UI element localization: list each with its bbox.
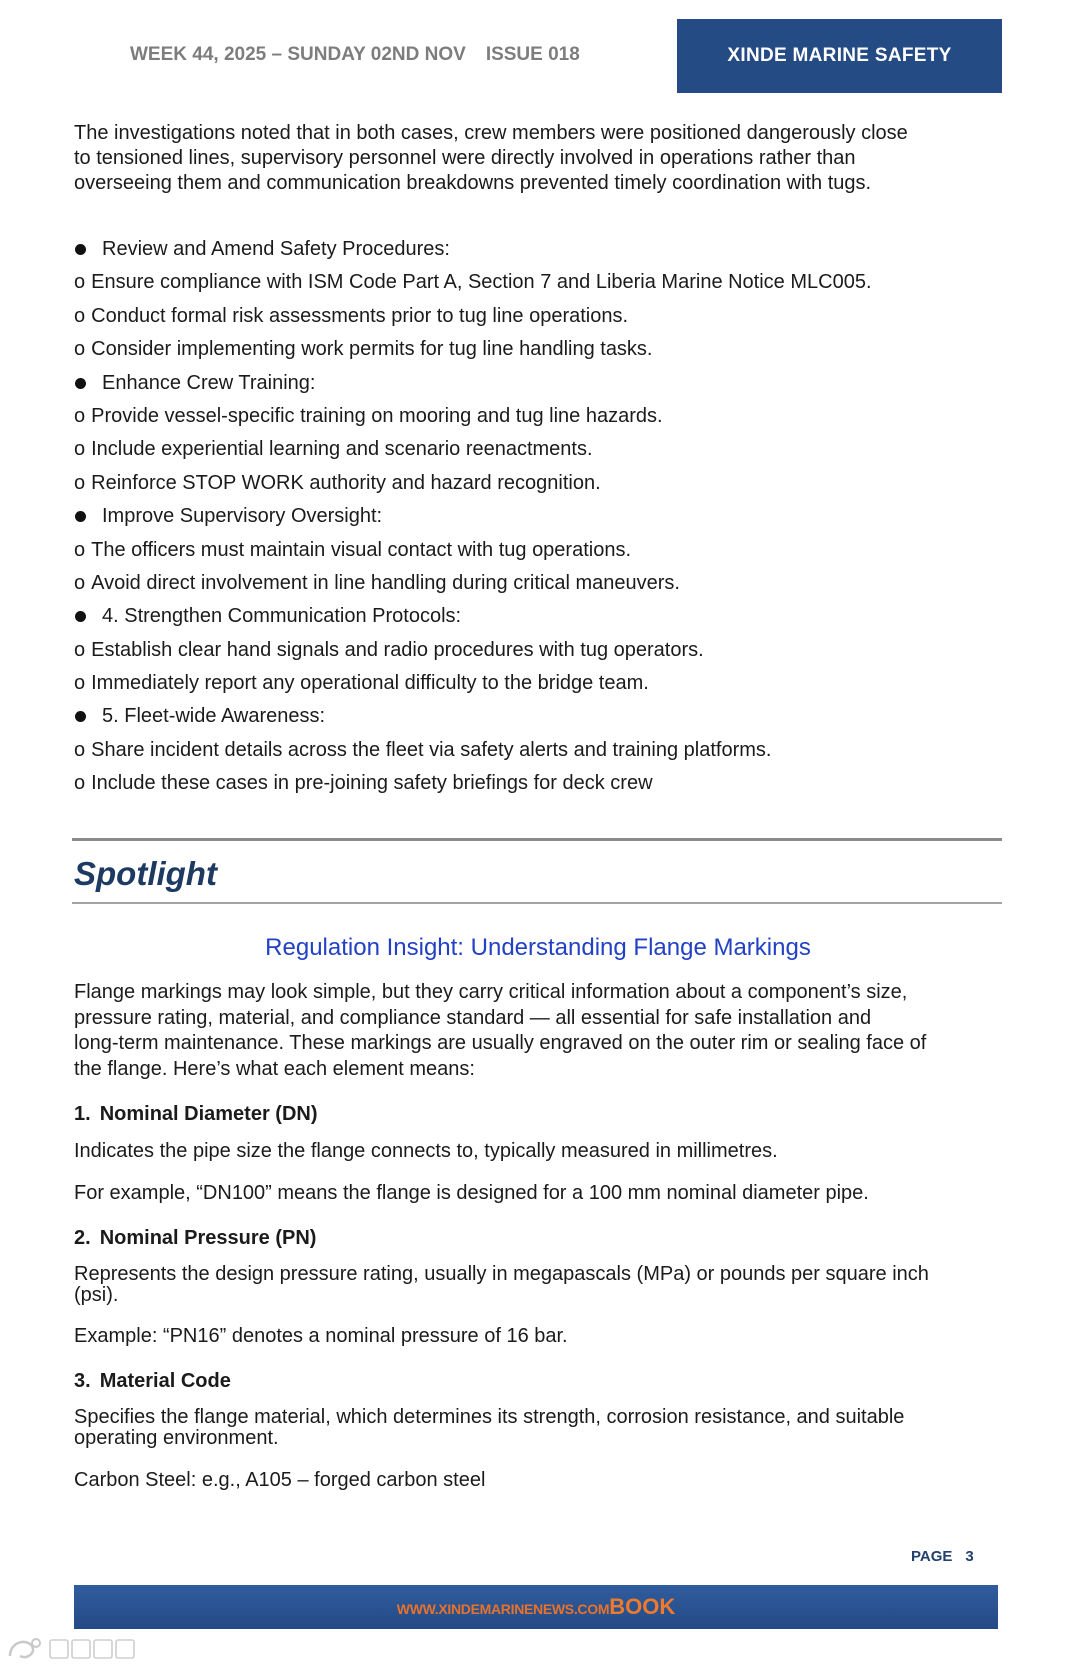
section-number: 3. [74, 1370, 91, 1392]
subitem-marker: o [74, 404, 86, 427]
subitem-marker: o [74, 438, 86, 461]
subitem-marker: o [74, 772, 86, 795]
list-item-text: Improve Supervisory Oversight: [102, 505, 383, 528]
list-item [74, 233, 1004, 266]
bullet-icon [75, 244, 86, 255]
list-item-text: 5. Fleet-wide Awareness: [102, 705, 326, 728]
list-item [74, 600, 1004, 633]
watermark-dot-icon [32, 1639, 40, 1647]
list-subitem [74, 467, 1004, 500]
paragraph-line: Specifies the flange material, which determines its strength, corrosion resistance, and suitable [74, 1406, 905, 1428]
page-number [911, 1548, 974, 1566]
list-item-text: Consider implementing work permits for tug line handling tasks. [91, 338, 653, 361]
spotlight-intro [74, 980, 926, 1082]
website-link[interactable]: WWW.XINDEMARINENEWS.COM [396, 1601, 610, 1617]
list-item-text: 4. Strengthen Communication Protocols: [102, 605, 462, 628]
list-subitem [74, 266, 1004, 299]
list-subitem [74, 567, 1004, 600]
section-divider-top [72, 838, 1002, 841]
list-subitem [74, 300, 1004, 333]
list-item [74, 500, 1004, 533]
list-subitem [74, 333, 1004, 366]
list-subitem [74, 433, 1004, 466]
list-subitem [74, 634, 1004, 667]
page-number-value: 3 [965, 1548, 974, 1565]
subitem-marker: o [74, 571, 86, 594]
list-item-text: Enhance Crew Training: [102, 371, 316, 394]
paragraph-line: the flange. Here’s what each element means: [74, 1057, 475, 1080]
subitem-marker: o [74, 638, 86, 661]
section-heading-nominal-pressure [74, 1226, 316, 1250]
brand-title: XINDE MARINE SAFETY [727, 45, 952, 66]
watermark-logo [6, 1634, 138, 1664]
paragraph-line: pressure rating, material, and compliance standard — all essential for safe installation and [74, 1006, 872, 1029]
section-number: 1. [74, 1103, 91, 1125]
section-number: 2. [74, 1227, 91, 1249]
paragraph-line: The investigations noted that in both cases, crew members were positioned dangerously close [74, 122, 908, 144]
list-item-text: Review and Amend Safety Procedures: [102, 238, 450, 260]
website-suffix: BOOK [609, 1594, 676, 1619]
section-paragraph: Carbon Steel: e.g., A105 – forged carbon steel [74, 1469, 486, 1491]
list-subitem [74, 767, 1004, 800]
subitem-marker: o [74, 338, 86, 361]
footer-banner [74, 1585, 998, 1629]
list-item-text: Reinforce STOP WORK authority and hazard recognition. [91, 471, 601, 494]
section-paragraph: Example: “PN16” denotes a nominal pressure of 16 bar. [74, 1325, 568, 1347]
watermark-glyphs [50, 1640, 134, 1658]
list-item-text: Establish clear hand signals and radio procedures with tug operators. [91, 638, 704, 661]
bullet-icon [75, 611, 86, 622]
section-heading-nominal-diameter [74, 1102, 318, 1126]
recommendations-list [74, 233, 1004, 801]
section-heading-text: Nominal Pressure (PN) [99, 1227, 317, 1249]
paragraph-line: Represents the design pressure rating, usually in megapascals (MPa) or pounds per square inch [74, 1263, 929, 1285]
list-item [74, 700, 1004, 733]
section-divider-bottom [72, 902, 1002, 904]
issue-number: ISSUE 018 [485, 44, 580, 65]
list-subitem [74, 667, 1004, 700]
page-label: PAGE [911, 1548, 953, 1565]
bullet-icon [75, 511, 86, 522]
bullet-icon [75, 378, 86, 389]
brand-banner [677, 19, 1002, 93]
spotlight-title: Spotlight [74, 855, 217, 892]
section-heading-text: Material Code [99, 1370, 231, 1392]
paragraph-line: operating environment. [74, 1427, 279, 1449]
section-heading-text: Nominal Diameter (DN) [99, 1103, 318, 1125]
list-item-text: Conduct formal risk assessments prior to tug line operations. [91, 304, 629, 327]
list-subitem [74, 400, 1004, 433]
section-paragraph: Indicates the pipe size the flange connects to, typically measured in millimetres. [74, 1140, 778, 1162]
section-paragraph: For example, “DN100” means the flange is designed for a 100 mm nominal diameter pipe. [74, 1182, 869, 1204]
list-item-text: Include these cases in pre-joining safety briefings for deck crew [91, 772, 653, 795]
list-item-text: Avoid direct involvement in line handling during critical maneuvers. [91, 571, 680, 594]
list-item-text: Include experiential learning and scenario reenactments. [91, 438, 593, 461]
list-item-text: The officers must maintain visual contact with tug operations. [91, 538, 632, 561]
list-item-text: Immediately report any operational difficulty to the bridge team. [91, 672, 649, 695]
watermark-swoosh-icon [10, 1642, 33, 1657]
section-paragraph [74, 1264, 929, 1306]
list-item-text: Ensure compliance with ISM Code Part A, Section 7 and Liberia Marine Notice MLC005. [91, 271, 872, 294]
list-subitem [74, 534, 1004, 567]
subitem-marker: o [74, 738, 86, 761]
section-paragraph [74, 1407, 904, 1449]
subitem-marker: o [74, 471, 86, 494]
bullet-icon [75, 711, 86, 722]
subitem-marker: o [74, 271, 86, 294]
issue-meta [130, 44, 580, 66]
list-item [74, 367, 1004, 400]
paragraph-line: long-term maintenance. These markings are usually engraved on the outer rim or sealing face of [74, 1032, 927, 1054]
list-item-text: Share incident details across the fleet via safety alerts and training platforms. [91, 738, 772, 761]
paragraph-line: Flange markings may look simple, but they carry critical information about a component’s size, [74, 981, 908, 1003]
section-heading-material-code [74, 1369, 231, 1393]
subitem-marker: o [74, 538, 86, 561]
list-item-text: Provide vessel-specific training on mooring and tug line hazards. [91, 404, 663, 427]
issue-date: WEEK 44, 2025 – SUNDAY 02ND NOV [130, 44, 466, 65]
investigation-paragraph [74, 121, 908, 196]
subitem-marker: o [74, 304, 86, 327]
paragraph-line: (psi). [74, 1284, 119, 1306]
paragraph-line: to tensioned lines, supervisory personnel were directly involved in operations rather than [74, 147, 856, 169]
subitem-marker: o [74, 672, 86, 695]
list-subitem [74, 734, 1004, 767]
paragraph-line: overseeing them and communication breakdowns prevented timely coordination with tugs. [74, 172, 872, 194]
spotlight-subtitle: Regulation Insight: Understanding Flange Markings [265, 934, 811, 961]
